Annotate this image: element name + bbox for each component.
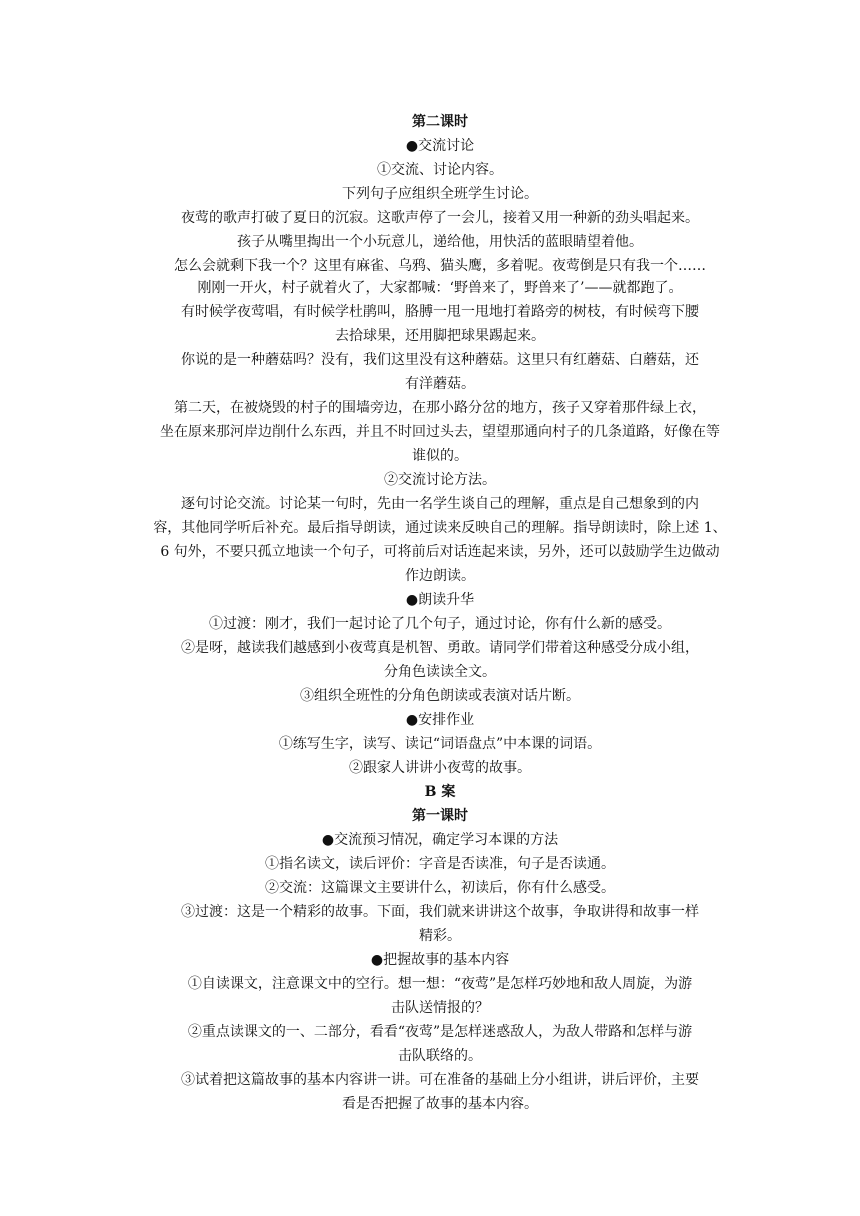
quote-6-line-3: 谁似的。 (412, 448, 468, 464)
grasp-item-3-line-2: 看是否把握了故事的基本内容。 (342, 1096, 538, 1112)
homework-item-1: ①练写生字，读写、读记“词语盘点”中本课的词语。 (278, 736, 602, 752)
quote-4-line-2: 去拾球果，还用脚把球果踢起来。 (335, 328, 545, 344)
quote-4-line-1: 有时候学夜莺唱，有时候学杜鹃叫，胳膊一甩一甩地打着路旁的树枝，有时候弯下腰 (181, 304, 699, 320)
section-heading-preview: ●交流预习情况，确定学习本课的方法 (321, 832, 559, 848)
grasp-item-2-line-2: 击队联络的。 (398, 1048, 482, 1064)
section-heading-discuss: ●交流讨论 (405, 138, 475, 154)
preview-item-1: ①指名读文，读后评价：字音是否读准，句子是否读通。 (265, 856, 615, 872)
lesson-title: 第二课时 (412, 114, 468, 130)
grasp-item-1-line-2: 击队送情报的？ (391, 1000, 489, 1016)
method-line-4: 作边朗读。 (405, 568, 475, 584)
section-heading-homework: ●安排作业 (405, 712, 475, 728)
preview-item-2: ②交流：这篇课文主要讲什么，初读后，你有什么感受。 (265, 880, 615, 896)
discuss-intro: 下列句子应组织全班学生讨论。 (342, 186, 538, 202)
quote-6-line-2: 坐在原来那河岸边削什么东西，并且不时回过头去，望望那通向村子的几条道路，好像在等 (160, 424, 720, 440)
grasp-item-2-line-1: ②重点读课文的一、二部分，看看“夜莺”是怎样迷惑敌人，为敌人带路和怎样与游 (187, 1024, 693, 1040)
plan-b-title: B 案 (424, 784, 456, 800)
quote-5-line-1: 你说的是一种蘑菇吗？没有，我们这里没有这种蘑菇。这里只有红蘑菇、白蘑菇，还 (181, 352, 699, 368)
read-item-3: ③组织全班性的分角色朗读或表演对话片断。 (300, 688, 580, 704)
quote-2: 孩子从嘴里掏出一个小玩意儿，递给他，用快活的蓝眼睛望着他。 (237, 234, 643, 250)
lesson-title-b: 第一课时 (412, 808, 468, 824)
discuss-item-2: ②交流讨论方法。 (384, 472, 496, 488)
method-line-3: 6 句外，不要只孤立地读一个句子，可将前后对话连起来读，另外，还可以鼓励学生边做动 (160, 544, 720, 560)
preview-item-3-line-1: ③过渡：这是一个精彩的故事。下面，我们就来讲讲这个故事，争取讲得和故事一样 (181, 904, 699, 920)
section-heading-grasp: ●把握故事的基本内容 (370, 952, 510, 968)
read-item-2-line-1: ②是呀，越读我们越感到小夜莺真是机智、勇敢。请同学们带着这种感受分成小组， (181, 640, 699, 656)
method-line-2: 容，其他同学听后补充。最后指导朗读，通过读来反映自己的理解。指导朗读时，除上述 1、 (153, 520, 727, 536)
homework-item-2: ②跟家人讲讲小夜莺的故事。 (349, 760, 531, 776)
grasp-item-3-line-1: ③试着把这篇故事的基本内容讲一讲。可在准备的基础上分小组讲，讲后评价，主要 (181, 1072, 699, 1088)
quote-3-line-1: 怎么会就剩下我一个？这里有麻雀、乌鸦、猫头鹰，多着呢。夜莺倒是只有我一个…… (174, 258, 706, 274)
grasp-item-1-line-1: ①自读课文，注意课文中的空行。想一想：“夜莺”是怎样巧妙地和敌人周旋，为游 (187, 976, 693, 992)
quote-1: 夜莺的歌声打破了夏日的沉寂。这歌声停了一会儿，接着又用一种新的劲头唱起来。 (181, 210, 699, 226)
read-item-1: ①过渡：刚才，我们一起讨论了几个句子，通过讨论，你有什么新的感受。 (209, 616, 671, 632)
section-heading-read: ●朗读升华 (405, 592, 475, 608)
quote-3-line-2: 刚刚一开火，村子就着火了，大家都喊：‘野兽来了，野兽来了’——就都跑了。 (197, 280, 683, 296)
quote-6-line-1: 第二天，在被烧毁的村子的围墙旁边，在那小路分岔的地方，孩子又穿着那件绿上衣， (174, 400, 706, 416)
method-line-1: 逐句讨论交流。讨论某一句时，先由一名学生谈自己的理解，重点是自己想象到的内 (181, 496, 699, 512)
discuss-item-1: ①交流、讨论内容。 (377, 162, 503, 178)
quote-5-line-2: 有洋蘑菇。 (405, 376, 475, 392)
read-item-2-line-2: 分角色读读全文。 (384, 664, 496, 680)
preview-item-3-line-2: 精彩。 (419, 928, 461, 944)
